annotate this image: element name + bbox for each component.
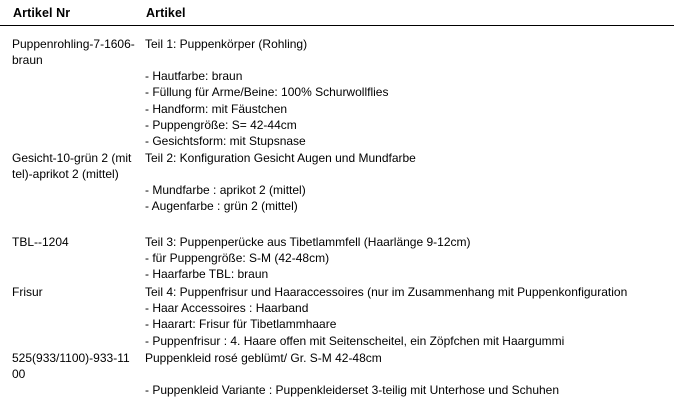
artikel-line: Puppenkleid rosé geblümt/ Gr. S-M 42-48cm [145, 351, 382, 365]
artikel-line: - Gesichtsform: mit Stupsnase [145, 134, 306, 149]
artikel-line: - Augenfarbe : grün 2 (mittel) [145, 199, 298, 214]
artikel-line: - Haar Accessoires : Haarband [145, 301, 309, 316]
artikel-line-blank [145, 166, 674, 182]
artikel-line: - für Puppengröße: S-M (42-48cm) [145, 251, 330, 266]
artikel-line: - Puppenkleid Variante : Puppenkleiderset 3-teilig mit Unterhose und Schuhen [145, 383, 560, 398]
artikel-line: Teil 1: Puppenkörper (Rohling) [145, 37, 308, 51]
artikel-line: - Haarfarbe TBL: braun [145, 267, 269, 282]
artikel-nr-cell: Puppenrohling-7-1606-braun [12, 37, 135, 67]
artikel-line: - Füllung für Arme/Beine: 100% Schurwollflies [145, 85, 389, 100]
table-row [0, 284, 674, 348]
artikel-line-blank [145, 366, 674, 382]
artikel-line: - Hautfarbe: braun [145, 69, 243, 84]
artikel-nr-cell: Frisur [12, 285, 43, 299]
artikel-cell [145, 234, 674, 283]
artikel-line: Teil 2: Konfiguration Gesicht Augen und Mundfarbe [145, 151, 416, 165]
artikel-line: - Puppengröße: S= 42-44cm [145, 117, 297, 132]
artikel-line: Teil 4: Puppenfrisur und Haaraccessoires (nur im Zusammenhang mit Puppenkonfiguration [145, 285, 628, 299]
artikel-line: Teil 3: Puppenperücke aus Tibetlammfell (Haarlänge 9-12cm) [145, 235, 471, 249]
column-header-artikel-nr: Artikel Nr [13, 6, 71, 20]
artikel-nr-cell: 525(933/1100)-933-1100 [12, 351, 130, 381]
artikel-line: - Mundfarbe : aprikot 2 (mittel) [145, 183, 306, 198]
table-row [0, 350, 674, 410]
artikel-line: - Handform: mit Fäustchen [145, 101, 288, 116]
artikel-cell [145, 350, 674, 398]
column-header-artikel: Artikel [146, 6, 186, 20]
artikel-cell [145, 284, 674, 349]
table-header [0, 0, 674, 26]
table-row [0, 36, 674, 158]
artikel-line: - Haarart: Frisur für Tibetlammhaare [145, 317, 337, 332]
artikel-line: - Puppenfrisur : 4. Haare offen mit Seitenscheitel, ein Zöpfchen mit Haargummi [145, 333, 565, 348]
artikel-cell [145, 36, 674, 149]
artikel-line-blank [145, 52, 674, 68]
table-row [0, 150, 674, 232]
artikel-cell [145, 150, 674, 215]
artikel-nr-cell: TBL--1204 [12, 235, 69, 249]
table-row [0, 234, 674, 282]
artikel-nr-cell: Gesicht-10-grün 2 (mittel)-aprikot 2 (mittel) [12, 151, 132, 181]
